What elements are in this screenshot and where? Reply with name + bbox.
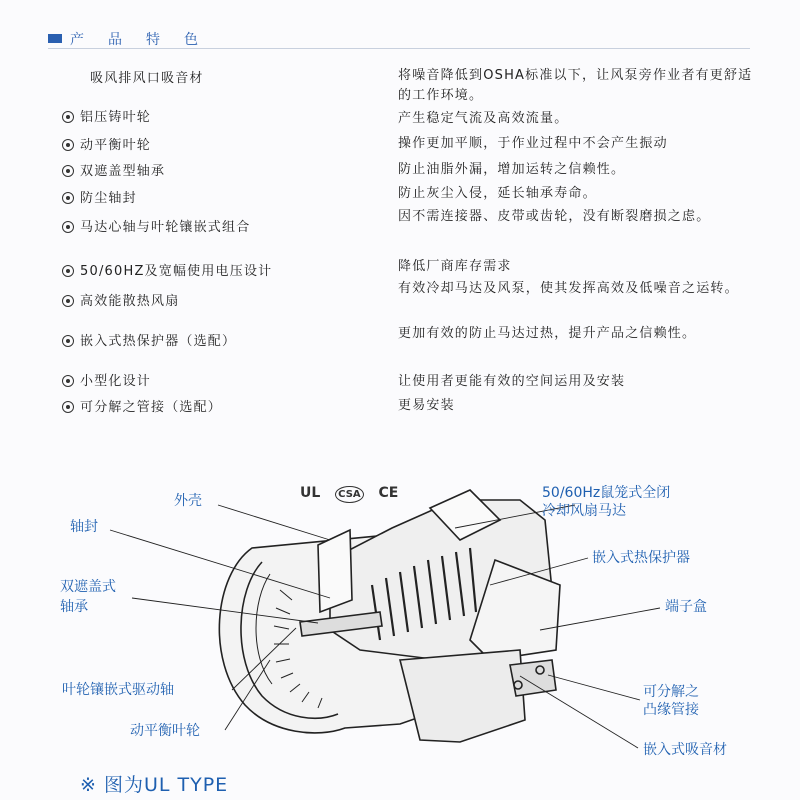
feature-desc: 有效冷却马达及风泵，使其发挥高效及低噪音之运转。 (398, 281, 739, 296)
feature-desc: 更易安装 (398, 398, 455, 413)
csa-mark-icon: CSA (335, 486, 363, 503)
ul-mark-icon: UL (300, 485, 321, 501)
label-bearing-line2: 轴承 (60, 599, 88, 615)
feature-item: 防尘轴封 (62, 187, 137, 206)
label-drive-shaft: 叶轮镶嵌式驱动轴 (62, 682, 174, 698)
feature-item: 动平衡叶轮 (62, 134, 151, 153)
feature-desc: 防止灰尘入侵，延长轴承寿命。 (398, 186, 597, 201)
feature-item: 可分解之管接（选配） (62, 396, 222, 415)
flange-fitting (510, 660, 556, 696)
ce-mark-icon: CE (378, 485, 399, 501)
label-impeller: 动平衡叶轮 (130, 723, 200, 739)
feature-desc: 更加有效的防止马达过热，提升产品之信赖性。 (398, 326, 697, 341)
label-thermal-protector: 嵌入式热保护器 (592, 550, 690, 566)
feature-desc: 降低厂商库存需求 (398, 259, 512, 274)
base (400, 650, 525, 742)
label-fitting-line2: 凸缘管接 (643, 702, 699, 718)
feature-item: 双遮盖型轴承 (62, 160, 165, 179)
feature-desc: 因不需连接器、皮带或齿轮，没有断裂磨损之虑。 (398, 209, 711, 224)
type-note: ※ 图为UL TYPE (80, 774, 229, 796)
feature-item: 小型化设计 (62, 370, 151, 389)
feature-desc: 产生稳定气流及高效流量。 (398, 111, 569, 126)
section-title: 产品特色 (70, 32, 222, 48)
label-motor-line1: 50/60Hz鼠笼式全闭 (542, 485, 671, 501)
feature-item: 马达心轴与叶轮镶嵌式组合 (62, 216, 250, 235)
label-terminal-box: 端子盒 (665, 599, 707, 615)
feature-item: 高效能散热风扇 (62, 290, 179, 309)
feature-desc: 防止油脂外漏，增加运转之信赖性。 (398, 162, 626, 177)
feature-item: 嵌入式热保护器（选配） (62, 330, 236, 349)
feature-desc: 将噪音降低到OSHA标准以下，让风泵旁作业者有更舒适的工作环境。 (398, 68, 753, 103)
label-shaft-seal: 轴封 (70, 519, 98, 535)
feature-desc: 操作更加平顺，于作业过程中不会产生振动 (398, 136, 668, 151)
label-silencer: 嵌入式吸音材 (643, 742, 727, 758)
label-shell: 外壳 (174, 493, 202, 509)
label-motor-line2: 冷却风扇马达 (542, 503, 626, 519)
feature-desc: 让使用者更能有效的空间运用及安装 (398, 374, 626, 389)
feature-item: 铝压铸叶轮 (62, 106, 151, 125)
feature-item: 50/60HZ及宽幅使用电压设计 (62, 260, 272, 279)
label-fitting-line1: 可分解之 (643, 684, 699, 700)
label-bearing-line1: 双遮盖式 (60, 579, 116, 595)
feature-item: 吸风排风口吸音材 (90, 71, 204, 86)
